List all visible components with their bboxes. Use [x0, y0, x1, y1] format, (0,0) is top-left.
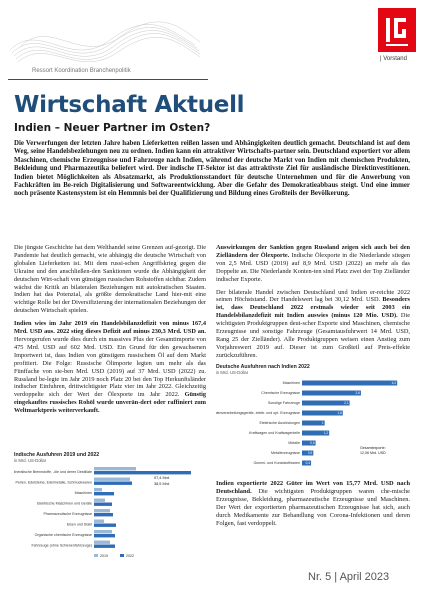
chart1-category-label: Mineralische Brennstoffe, -öle und deren Destillate [14, 470, 92, 474]
paragraph-sanctions-text: Indische Ölexporte in die Niederlande stiegen von 2,5 Mrd. USD (2019) auf 8,9 Mrd. USD (2022) an mehr als das Doppelte an. Die Niederlande Konten-ten sind Platz zwei der Top Zielländer indischer Exporte. [216, 251, 410, 283]
chart1-legend-label: 2022 [126, 554, 134, 558]
chart2-subtitle: in Mrd. US-Dollar [216, 370, 249, 375]
chart1-annotation: 97,4 Mrd. [154, 476, 171, 480]
chart1-bar-2019 [94, 509, 110, 512]
chart1-bar-2022 [94, 513, 113, 516]
chart-german-exports [216, 364, 410, 474]
chart2-value-label: 1 [321, 421, 324, 426]
lead-paragraph: Die Verwerfungen der letzten Jahre haben Lieferketten reißen lassen und Abhängigkeiten deutlich gemacht. Deutschland ist auf dem Weg, seine Handelsbeziehungen neu zu ordnen. Indien kann ein attraktiver Wirtschafts-partner sein. Deutschland exportiert vor allem Maschinen, chemische Erzeugnisse und Fahrzeuge nach Indien, während der deutsche Markt von Indien mit chemischen Produkten, Bekleidung und Pharmazeutika beliefert wird. Der indische IT-Sektor ist das attraktivste Ziel für ausländische Direktinvestitionen. Indien bietet Möglichkeiten als Absatzmarkt, als Produktionsstandort für deutsche Unternehmen und für die Anwerbung von Fachkräften im Be-reich Digitalisierung und Softwareentwicklung. Aber die Gefahr des Demokratieabbaus steigt. Und eine immer noch präsente Kastensystem ist ein Hemmnis bei der Qualifizierung und Bildung eines Großteils der Bevölkerung. [14, 140, 410, 198]
chart1-category-label: Maschinen [74, 491, 92, 495]
chart1-legend-swatch [94, 554, 98, 557]
paragraph-bilateral [216, 289, 410, 360]
chart2-value-label: 0,6 [310, 441, 315, 446]
chart1-bar-2022 [94, 471, 191, 474]
chart2-category-label: Metallerzeugnisse [271, 451, 300, 455]
chart1-bar-2019 [94, 467, 136, 470]
chart1-bar-2019 [94, 541, 110, 544]
page-title: Wirtschaft Aktuell [14, 92, 245, 118]
chart1-bar-2022 [94, 524, 116, 527]
column-left [14, 244, 206, 420]
chart1-bar-2022 [94, 492, 114, 495]
chart2-value-label: 2,1 [344, 401, 349, 406]
chart1-title: Indische Ausfuhren 2019 und 2022 [14, 452, 100, 458]
chart1-bar-2022 [94, 534, 115, 537]
column-right-bottom [216, 480, 410, 533]
chart1-category-label: Elektrische Maschinen und Geräte [37, 501, 92, 506]
chart2-category-label: Datenverarbeitungsgeräte, elektr. und opt. Erzeugnisse [216, 411, 300, 415]
paragraph-sanctions [216, 244, 410, 284]
chart1-category-label: Pharmazeutische Erzeugnisse [43, 512, 92, 516]
ig-metall-logo [378, 8, 416, 52]
chart1-plot [14, 463, 206, 573]
chart2-value-label: 1,2 [323, 431, 329, 436]
chart1-bar-2022 [94, 503, 112, 506]
chart2-value-label: 4,2 [391, 381, 397, 386]
org-label: | Vorstand [380, 56, 407, 62]
chart1-category-label: Perlen, Edelsteine, Edelmetalle, Schmuckwaren [15, 480, 92, 485]
chart2-value-label: 0,5 [307, 451, 313, 456]
chart2-bar [302, 391, 361, 396]
chart1-bar-2019 [94, 488, 102, 491]
paragraph-deficit-end: Günstig eingekauftes russisches Rohöl wurde unverän-dert oder raffiniert zum Weltmarktpreis weiterverkauft. [14, 391, 206, 415]
paragraph-bilateral-bold: Besonders ist, dass Deutschland 2022 erstmals wieder seit 2003 ein Handelsbilanzdefizit mit Indien auswies (minus 120 Mio. USD). [216, 296, 410, 320]
chart2-plot [216, 375, 410, 473]
paragraph-indian-exports-text: Die wichtigsten Produktgruppen waren che-mische Erzeugnisse, Bekleidung, pharmazeutische Erzeugnisse und Maschinen. Der Wert der exportierten pharmazeutischen Erzeugnisse hat sich, auch durch Medikamente zur Behandlung von Corona-Infektionen und deren Folgen, fast verdoppelt. [216, 488, 410, 527]
chart1-category-label: Eisen und Stahl [66, 522, 92, 527]
paragraph-bilateral-end: Die wichtigsten Produktgruppen deut-scher Exporte sind Maschinen, chemische Erzeugnisse und sonstige Fahrzeuge (Gesamtausfuhrwert 14 Mrd. USD, Rang 25 der Zielländer). Alle Produktgruppen weisen einen Anstieg zum Vorjahreswert 2019 auf. Dieser ist zum Großteil auf Preis-effekte zurückzuführen. [216, 312, 410, 359]
chart1-legend-swatch [120, 554, 124, 557]
chart1-category-label: Fahrzeuge (ohne Schienenfahrzeuge) [31, 543, 92, 548]
chart1-bar-2019 [94, 520, 104, 523]
paragraph-indian-exports [216, 480, 410, 528]
department-label: Ressort Koordination Branchenpolitik [32, 68, 131, 74]
chart1-legend-label: 2019 [100, 554, 108, 558]
paragraph-intro: Die jüngste Geschichte hat dem Welthandel seine Grenzen auf-gezeigt. Die Pandemie hat deutlich gemacht, wie abhängig die deutsche Wirtschaft von globalen Lieferketten ist. Mit dem russi-schen Angriffskrieg gegen die Ukraine und den anschließen-den Sanktionen wurde die Abhängigkeit der deutschen Wirt-schaft von günstigen russischen Rohstoffen sichtbar. Zudem wächst die Kritik an bilateralen Beziehungen mit autokratischen Staaten. Indien hat das Potenzial, als größte demokratische Land hier-mit eine wichtige Rolle bei der Diversifizierung der internationalen Beziehungen der deutschen Wirtschaft spielen. [14, 244, 206, 315]
issue-footer: Nr. 5 | April 2023 [308, 571, 390, 583]
chart2-value-label: 2,6 [355, 391, 360, 396]
chart1-subtitle: in Mrd. US-Dollar [14, 458, 47, 463]
chart2-value-label: 0,4 [305, 461, 311, 466]
paragraph-indian-exports-bold: Indien exportierte 2022 Güter im Wert von 15,77 Mrd. USD nach Deutschland. [216, 480, 410, 495]
chart2-annotation: Gesamtexporte: [360, 446, 386, 450]
chart1-category-label: Organische chemische Erzeugnisse [34, 533, 92, 537]
header-divider [8, 79, 208, 80]
chart2-value-label: 1,8 [337, 411, 342, 416]
chart1-annotation: 38,5 Mrd. [154, 482, 171, 486]
paragraph-bilateral-text: Der bilaterale Handel zwischen Deutschland und Indien er-reichte 2022 seinen Höchststand. Der Handelswert lag bei 30,12 Mrd. USD. [216, 288, 410, 304]
page-subtitle: Indien – Neuer Partner im Osten? [14, 122, 211, 134]
chart2-annotation: 12,06 Mrd. USD [360, 451, 386, 455]
chart1-bar-2019 [94, 530, 112, 533]
chart2-bar [302, 401, 350, 406]
chart1-bar-2022 [94, 545, 115, 548]
chart2-bar [302, 381, 397, 386]
paragraph-deficit-text: Hervorgerufen wurde dies durch ein massives Plus der Gesamtimporte von 475 Mrd. USD auf 602 Mrd. USD. Ein Grund für den gewachsenen Importwert ist, dass Indien von günstigem russischem Öl auf dem Markt profitiert. Die Folge: Russische Ölimporte legten um mehr als das Fünffache von sie-ben Mrd. USD (2019) auf 37 Mrd. USD (2022) zu. Russland be-legte im Jahr 2019 noch Platz 20 bei den Top Herkunftsländer indischer Einfuhren, drittwichtigster Platz vier im Jahr 2022. Gleichzeitig verdoppelte sich der Wert der Ölexporte im Jahr 2022. [14, 335, 206, 399]
chart2-category-label: Metalle [288, 441, 300, 445]
chart2-category-label: Chemische Erzeugnisse [261, 391, 300, 395]
chart2-category-label: Sonstige Fahrzeuge [267, 401, 300, 405]
chart2-title: Deutsche Ausfuhren nach Indien 2022 [216, 364, 310, 370]
paragraph-sanctions-bold: Auswirkungen der Sanktion gegen Russland zeigen sich auch bei den Zielländern der Ölexporte. [216, 244, 410, 259]
column-right-top [216, 244, 410, 365]
chart2-category-label: Maschinen [282, 381, 300, 385]
chart1-bar-2019 [94, 499, 105, 502]
chart1-bar-2022 [94, 482, 132, 485]
chart2-category-label: Gummi- und Kunststoffwaren [253, 461, 300, 465]
chart2-category-label: Kraftwagen und Kraftwagenteile [249, 431, 300, 435]
chart2-category-label: Elektrische Ausrüstungen [259, 421, 300, 425]
chart1-bar-2019 [94, 478, 130, 481]
paragraph-deficit [14, 320, 206, 415]
paragraph-deficit-bold: Indien wies im Jahr 2019 ein Handelsbilanzdefizit von minus 167,4 Mrd. USD aus. 2022 stieg dieses Defizit auf minus 230,3 Mrd. USD an. [14, 320, 206, 336]
chart-indian-exports [14, 452, 206, 577]
